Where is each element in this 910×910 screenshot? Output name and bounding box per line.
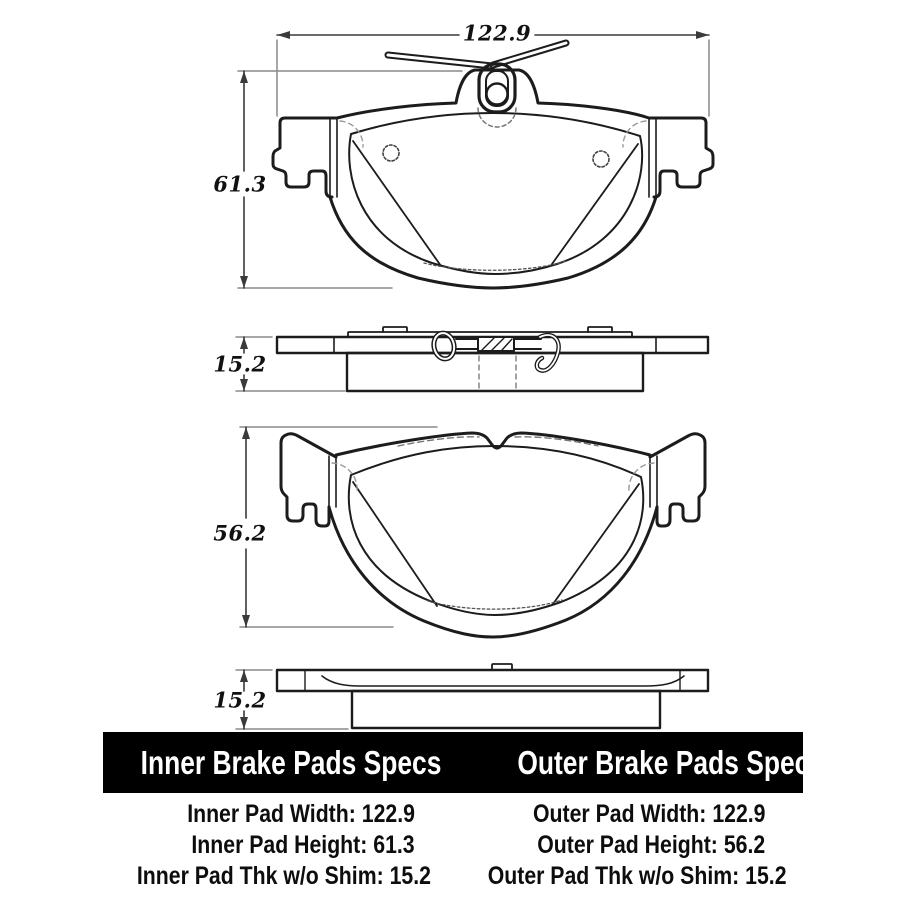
outer-chamfer-lines bbox=[353, 482, 639, 606]
inner-friction-edge bbox=[347, 353, 643, 391]
inner-pad-width-label: Inner Pad Width: bbox=[187, 800, 356, 828]
inner-friction-outline bbox=[349, 113, 642, 274]
outer-height-dim-label: 56.2 bbox=[213, 520, 267, 546]
inner-pad-side-view bbox=[277, 327, 708, 391]
inner-thickness-dim-label: 15.2 bbox=[213, 351, 267, 377]
outer-backplate-edge bbox=[277, 670, 708, 691]
outer-right-ear bbox=[650, 434, 705, 526]
outer-pad-side-view bbox=[277, 664, 708, 728]
inner-pad-thickness-value: 15.2 bbox=[389, 862, 431, 890]
outer-pad-height-value: 56.2 bbox=[723, 831, 765, 859]
outer-backplate-divisions bbox=[305, 670, 680, 691]
outer-specs-header: Outer Brake Pads Specs bbox=[517, 743, 825, 781]
outer-left-ear bbox=[281, 434, 336, 526]
outer-pad-thickness-label: Outer Pad Thk w/o Shim: bbox=[487, 862, 740, 890]
outer-shim-edge bbox=[322, 676, 684, 686]
inner-right-ear bbox=[649, 118, 713, 197]
inner-pad-width-value: 122.9 bbox=[361, 800, 415, 828]
inner-pad-height-value: 61.3 bbox=[373, 831, 415, 859]
inner-specs-header-cell bbox=[103, 732, 479, 793]
outer-pad-width-row bbox=[435, 799, 765, 830]
inner-pad-thickness-label: Inner Pad Thk w/o Shim: bbox=[136, 862, 384, 890]
inner-width-dim-label: 122.9 bbox=[462, 20, 532, 46]
outer-pad-height-row bbox=[435, 830, 765, 861]
inner-left-ear bbox=[273, 118, 337, 197]
inner-right-hole bbox=[593, 151, 609, 167]
outer-pad-height-label: Outer Pad Height: bbox=[537, 831, 718, 859]
inner-height-dim-label: 61.3 bbox=[213, 171, 267, 197]
outer-specs-header-cell bbox=[479, 732, 862, 793]
outer-pad-width-label: Outer Pad Width: bbox=[532, 800, 706, 828]
specs-banner bbox=[103, 732, 825, 793]
outer-friction-outline bbox=[349, 446, 643, 615]
inner-junction-lines bbox=[330, 118, 656, 197]
inner-specs-column bbox=[85, 799, 431, 892]
outer-thickness-dim-label: 15.2 bbox=[213, 687, 267, 713]
inner-pad-height-label: Inner Pad Height: bbox=[191, 831, 368, 859]
outer-plate-top-edge bbox=[336, 433, 650, 455]
inner-pad-thickness-row bbox=[85, 861, 431, 892]
inner-pad-front-view bbox=[273, 43, 713, 288]
outer-pad-front-view bbox=[281, 433, 705, 637]
inner-pad-width-row bbox=[85, 799, 415, 830]
outer-specs-column bbox=[435, 799, 787, 892]
inner-dashed-bottom-texture bbox=[424, 261, 566, 270]
outer-pad-thickness-value: 15.2 bbox=[745, 862, 787, 890]
inner-pad-height-row bbox=[85, 830, 415, 861]
inner-centerlines bbox=[479, 356, 516, 389]
wear-sensor-clip-side bbox=[432, 331, 559, 370]
inner-specs-header: Inner Brake Pads Specs bbox=[140, 743, 442, 781]
inner-left-hole bbox=[383, 145, 399, 161]
outer-pad-width-value: 122.9 bbox=[711, 800, 765, 828]
outer-pad-thickness-row bbox=[435, 861, 787, 892]
outer-friction-edge bbox=[352, 691, 660, 728]
